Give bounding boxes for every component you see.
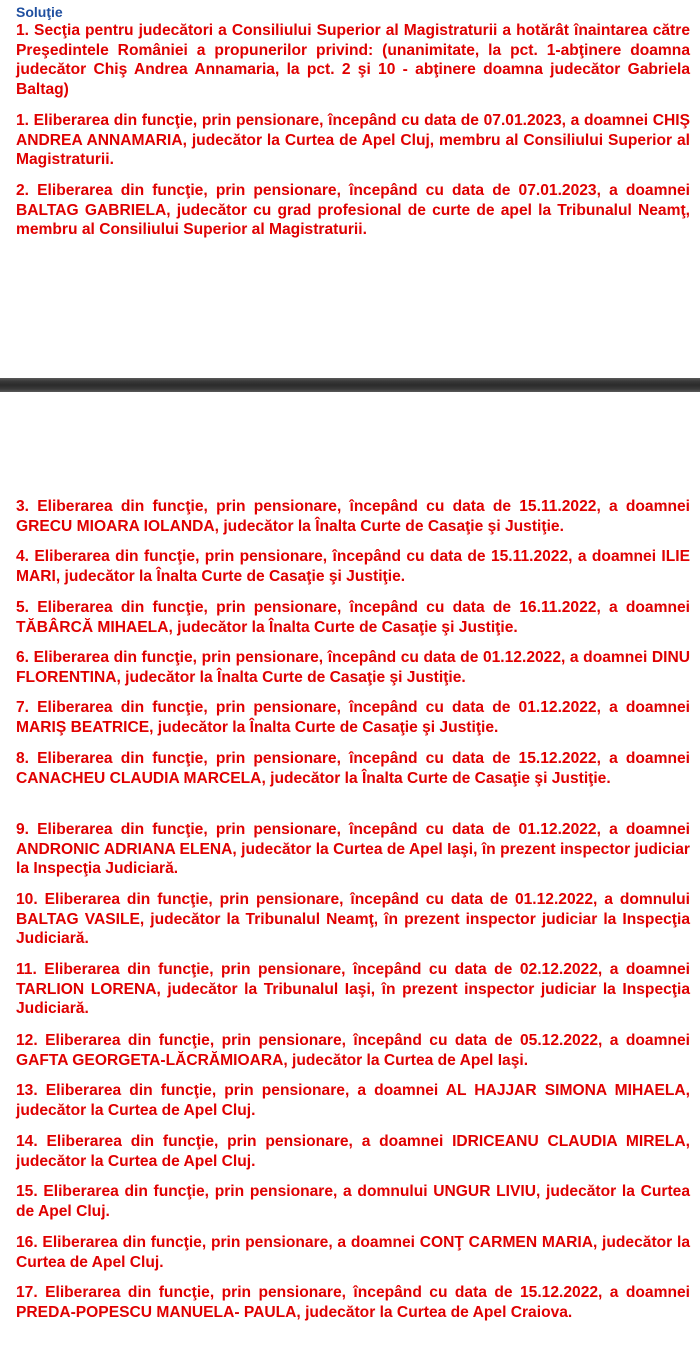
document-page-bottom bbox=[0, 392, 700, 1350]
decision-item-paragraph: 9. Eliberarea din funcţie, prin pensionare, începând cu data de 01.12.2022, a doamnei ANDRONIC ADRIANA ELENA, judecător la Curtea de Apel Iaşi, în prezent inspector judiciar la Inspecţia Judiciară. bbox=[16, 821, 690, 877]
decision-item-paragraph: 15. Eliberarea din funcţie, prin pensionare, a domnului UNGUR LIVIU, judecător la Curtea de Apel Cluj. bbox=[16, 1183, 690, 1220]
decision-item-paragraph: 8. Eliberarea din funcţie, prin pensionare, începând cu data de 15.12.2022, a doamnei CANACHEU CLAUDIA MARCELA, judecător la Înalta Curte de Casaţie şi Justiţie. bbox=[16, 750, 690, 787]
decision-item-paragraph: 6. Eliberarea din funcţie, prin pensionare, începând cu data de 01.12.2022, a doamnei DINU FLORENTINA, judecător la Înalta Curte de Casaţie şi Justiţie. bbox=[16, 649, 690, 686]
decision-item-paragraph: 16. Eliberarea din funcţie, prin pensionare, a doamnei CONŢ CARMEN MARIA, judecător la Curtea de Apel Cluj. bbox=[16, 1234, 690, 1271]
decision-item-paragraph: 1. Eliberarea din funcţie, prin pensionare, începând cu data de 07.01.2023, a doamnei CHIŞ ANDREA ANNAMARIA, judecător la Curtea de Apel Cluj, membru al Consiliului Superior al Magistraturii. bbox=[16, 112, 690, 168]
decision-item-paragraph: 5. Eliberarea din funcţie, prin pensionare, începând cu data de 16.11.2022, a doamnei TĂBÂRCĂ MIHAELA, judecător la Înalta Curte de Casaţie şi Justiţie. bbox=[16, 599, 690, 636]
page-break-separator bbox=[0, 378, 700, 392]
decision-item-paragraph: 13. Eliberarea din funcţie, prin pensionare, a doamnei AL HAJJAR SIMONA MIHAELA, judecător la Curtea de Apel Cluj. bbox=[16, 1082, 690, 1119]
decision-intro-paragraph: 1. Secţia pentru judecători a Consiliului Superior al Magistraturii a hotărât înaintarea către Preşedintele României a propunerilor privind: (unanimitate, la pct. 1-abţinere doamna judecător Chiş Andrea Annamaria, la pct. 2 şi 10 - abţinere doamna judecător Gabriela Baltag) bbox=[16, 22, 690, 98]
decision-item-paragraph: 7. Eliberarea din funcţie, prin pensionare, începând cu data de 01.12.2022, a doamnei MARIŞ BEATRICE, judecător la Înalta Curte de Casaţie şi Justiţie. bbox=[16, 699, 690, 736]
decision-item-paragraph: 11. Eliberarea din funcţie, prin pensionare, începând cu data de 02.12.2022, a doamnei TARLION LORENA, judecător la Tribunalul Iaşi, în prezent inspector judiciar la Inspecţia Judiciară. bbox=[16, 961, 690, 1017]
decision-item-paragraph: 12. Eliberarea din funcţie, prin pensionare, începând cu data de 05.12.2022, a doamnei GAFTA GEORGETA-LĂCRĂMIOARA, judecător la Curtea de Apel Iaşi. bbox=[16, 1032, 690, 1069]
decision-item-paragraph: 3. Eliberarea din funcţie, prin pensionare, începând cu data de 15.11.2022, a doamnei GRECU MIOARA IOLANDA, judecător la Înalta Curte de Casaţie şi Justiţie. bbox=[16, 498, 690, 535]
decision-item-paragraph: 17. Eliberarea din funcţie, prin pensionare, începând cu data de 15.12.2022, a doamnei PREDA-POPESCU MANUELA- PAULA, judecător la Curtea de Apel Craiova. bbox=[16, 1284, 690, 1321]
solution-heading: Soluţie bbox=[16, 4, 63, 20]
decision-item-paragraph: 14. Eliberarea din funcţie, prin pensionare, a doamnei IDRICEANU CLAUDIA MIRELA, judecător la Curtea de Apel Cluj. bbox=[16, 1133, 690, 1170]
decision-item-paragraph: 4. Eliberarea din funcţie, prin pensionare, începând cu data de 15.11.2022, a doamnei ILIE MARI, judecător la Înalta Curte de Casaţie şi Justiţie. bbox=[16, 548, 690, 585]
decision-item-paragraph: 10. Eliberarea din funcţie, prin pensionare, începând cu data de 01.12.2022, a domnului BALTAG VASILE, judecător la Tribunalul Neamţ, în prezent inspector judiciar la Inspecţia Judiciară. bbox=[16, 891, 690, 947]
decision-item-paragraph: 2. Eliberarea din funcţie, prin pensionare, începând cu data de 07.01.2023, a doamnei BALTAG GABRIELA, judecător cu grad profesional de curte de apel la Tribunalul Neamţ, membru al Consiliului Superior al Magistraturii. bbox=[16, 182, 690, 238]
document-page-top bbox=[0, 0, 700, 378]
